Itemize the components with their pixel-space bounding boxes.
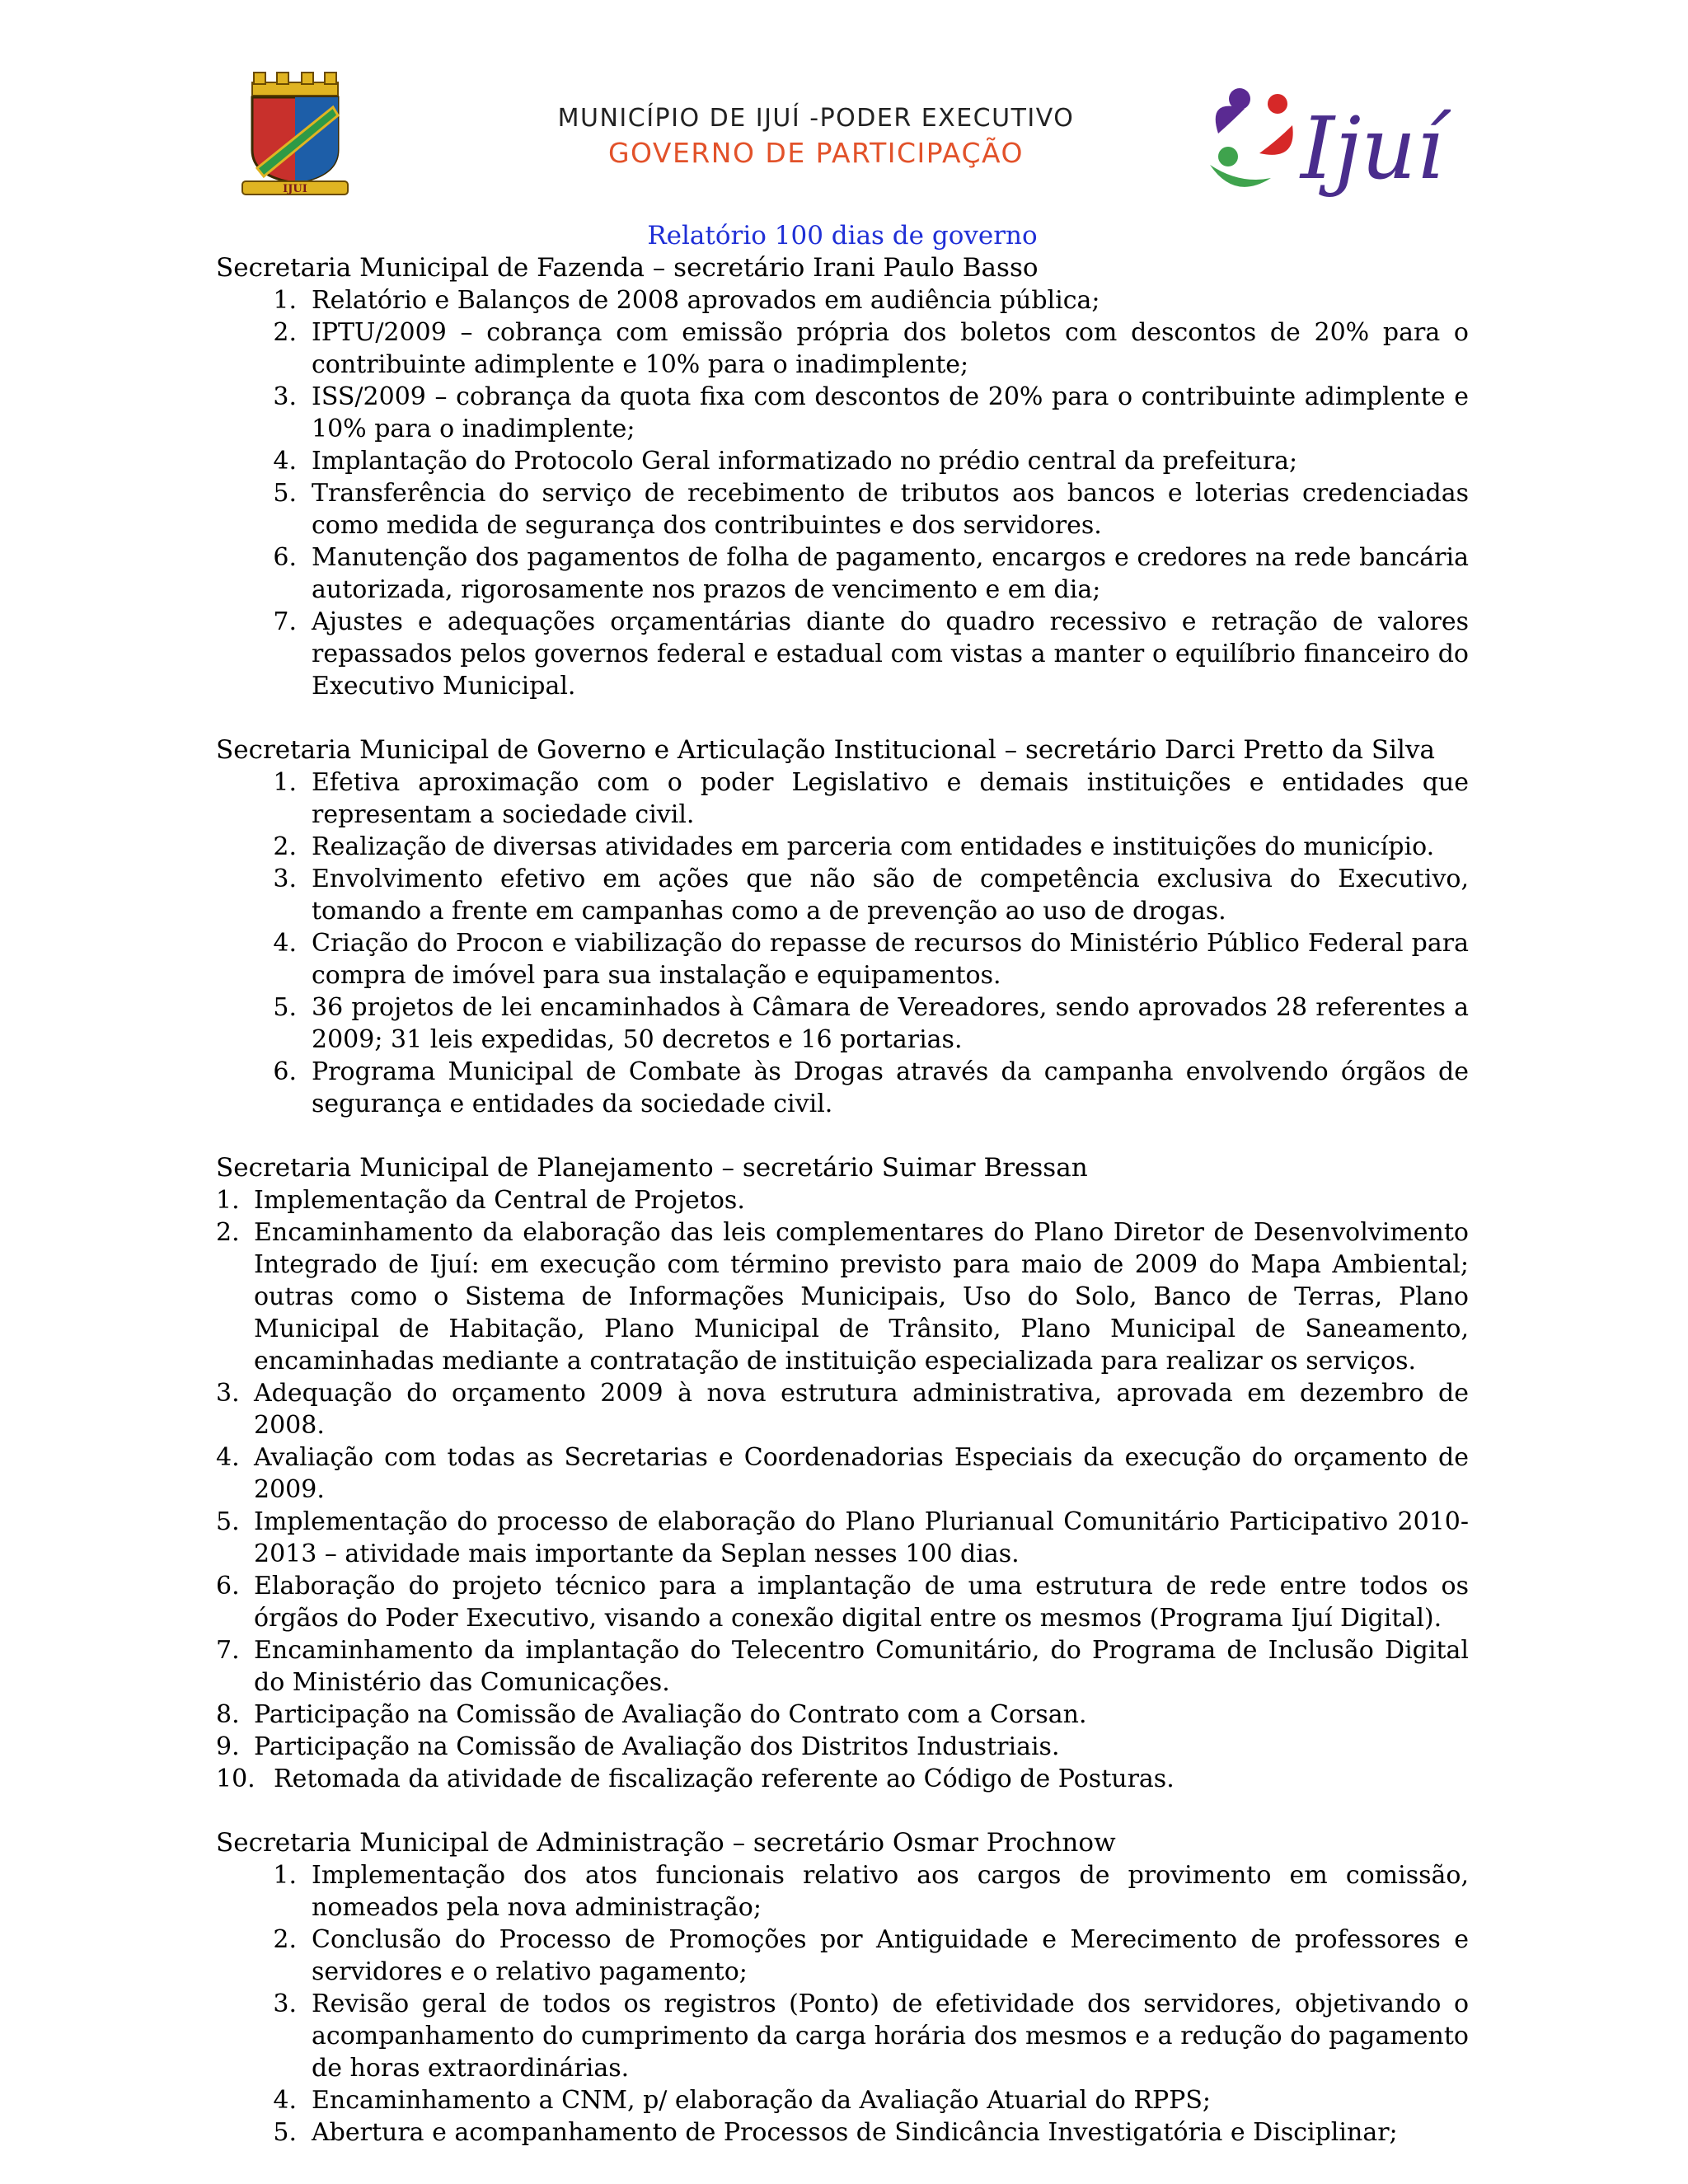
item-number: 5. [216, 1507, 240, 1536]
list-item [216, 927, 1469, 991]
item-text: Encaminhamento da elaboração das leis complementares do Plano Diretor de Desenvolvimento Integrado de Ijuí: em execução com término previsto para maio de 2009 do Mapa Ambiental; outras como o Sistema de Informações Municipais, Uso do Solo, Banco de Terras, Plano Municipal de Habitação, Plano Municipal de Trânsito, Plano Municipal de Saneamento, encaminhadas mediante a contratação de instituição especializada para realizar os serviços. [254, 1218, 1469, 1376]
section-list [216, 766, 1469, 1120]
list-item [216, 1216, 1469, 1377]
list-item [216, 1763, 1469, 1795]
item-number: 5. [273, 993, 297, 1022]
item-number: 1. [273, 1861, 297, 1890]
item-text: Revisão geral de todos os registros (Ponto) de efetividade dos servidores, objetivando o acompanhamento do cumprimento da carga horária dos mesmos e a redução do pagamento de horas extraordinárias. [312, 1990, 1469, 2083]
item-number: 5. [273, 2118, 297, 2147]
section-planejamento [216, 1152, 1469, 1795]
item-text: IPTU/2009 – cobrança com emissão própria dos boletos com descontos de 20% para o contribuinte adimplente e 10% para o inadimplente; [312, 318, 1469, 379]
item-text: Criação do Procon e viabilização do repasse de recursos do Ministério Público Federal para compra de imóvel para sua instalação e equipamentos. [312, 929, 1469, 990]
list-item [216, 863, 1469, 927]
section-list [216, 284, 1469, 702]
item-number: 6. [216, 1572, 240, 1601]
item-text: Abertura e acompanhamento de Processos de Sindicância Investigatória e Disciplinar; [312, 2118, 1398, 2147]
item-text: Encaminhamento a CNM, p/ elaboração da Avaliação Atuarial do RPPS; [312, 2086, 1211, 2115]
list-item [216, 381, 1469, 445]
item-text: Implementação do processo de elaboração do Plano Plurianual Comunitário Participativo 2010-2013 – atividade mais importante da Seplan nesses 100 dias. [254, 1507, 1469, 1568]
list-item [216, 606, 1469, 702]
item-number: 4. [216, 1443, 240, 1472]
list-item [216, 991, 1469, 1056]
item-number: 2. [216, 1218, 240, 1247]
list-item [216, 1731, 1469, 1763]
item-number: 2. [273, 318, 297, 347]
header-municipality: MUNICÍPIO DE IJUÍ -PODER EXECUTIVO [557, 104, 1075, 133]
item-text: Programa Municipal de Combate às Drogas através da campanha envolvendo órgãos de segurança e entidades da sociedade civil. [312, 1057, 1469, 1118]
item-text: Participação na Comissão de Avaliação dos Distritos Industriais. [254, 1732, 1060, 1761]
item-number: 7. [273, 607, 297, 636]
header-government: GOVERNO DE PARTICIPAÇÃO [607, 137, 1025, 169]
item-number: 1. [273, 768, 297, 797]
item-text: Realização de diversas atividades em parceria com entidades e instituições do município. [312, 832, 1435, 861]
list-item [216, 766, 1469, 831]
list-item [216, 1377, 1469, 1441]
item-number: 7. [216, 1636, 240, 1665]
crest-ribbon-text: IJUI [283, 183, 307, 195]
report-title: Relatório 100 dias de governo [647, 221, 1038, 251]
list-item [216, 1988, 1469, 2084]
list-item [216, 1570, 1469, 1634]
list-item [216, 1699, 1469, 1731]
list-item [216, 541, 1469, 606]
section-title: Secretaria Municipal de Administração – secretário Osmar Prochnow [216, 1828, 1116, 1858]
logo-people-mark [1210, 88, 1293, 187]
ijui-logo [1202, 73, 1451, 211]
item-number: 4. [273, 929, 297, 958]
item-text: Envolvimento efetivo em ações que não são de competência exclusiva do Executivo, tomando a frente em campanhas como a de prevenção ao uso de drogas. [312, 865, 1469, 926]
item-number: 3. [273, 1990, 297, 2018]
list-item [216, 1506, 1469, 1570]
item-number: 6. [273, 1057, 297, 1086]
logo-wordmark: Ijuí [1301, 98, 1444, 199]
item-number: 2. [273, 832, 297, 861]
item-number: 3. [273, 865, 297, 893]
list-item [216, 316, 1469, 381]
item-number: 5. [273, 479, 297, 508]
report-body [216, 219, 1469, 2149]
section-list [216, 1184, 1469, 1795]
item-number: 9. [216, 1732, 240, 1761]
item-number: 10. [216, 1765, 256, 1793]
item-number: 3. [216, 1379, 240, 1408]
item-text: Implantação do Protocolo Geral informatizado no prédio central da prefeitura; [312, 447, 1298, 476]
item-text: Adequação do orçamento 2009 à nova estrutura administrativa, aprovada em dezembro de 2008. [254, 1379, 1469, 1440]
list-item [216, 831, 1469, 863]
item-number: 3. [273, 382, 297, 411]
item-number: 4. [273, 447, 297, 476]
list-item [216, 477, 1469, 541]
item-text: 36 projetos de lei encaminhados à Câmara de Vereadores, sendo aprovados 28 referentes a 2009; 31 leis expedidas, 50 decretos e 16 portarias. [312, 993, 1469, 1054]
list-item [216, 1924, 1469, 1988]
item-text: Conclusão do Processo de Promoções por Antiguidade e Merecimento de professores e servidores e o relativo pagamento; [312, 1925, 1469, 1986]
item-text: Retomada da atividade de fiscalização referente ao Código de Posturas. [274, 1765, 1175, 1793]
list-item [216, 2116, 1469, 2149]
section-title: Secretaria Municipal de Fazenda – secretário Irani Paulo Basso [216, 253, 1039, 283]
crest-crown [252, 73, 338, 96]
item-text: Participação na Comissão de Avaliação do Contrato com a Corsan. [254, 1700, 1087, 1729]
item-number: 1. [216, 1186, 240, 1215]
item-text: Ajustes e adequações orçamentárias diante do quadro recessivo e retração de valores repassados pelos governos federal e estadual com vistas a manter o equilíbrio financeiro do Executivo Municipal. [312, 607, 1469, 701]
list-item [216, 1634, 1469, 1699]
list-item [216, 284, 1469, 316]
item-text: Efetiva aproximação com o poder Legislativo e demais instituições e entidades que representam a sociedade civil. [312, 768, 1469, 829]
item-number: 1. [273, 286, 297, 315]
item-number: 8. [216, 1700, 240, 1729]
section-fazenda [216, 252, 1469, 702]
list-item [216, 1441, 1469, 1506]
item-text: Avaliação com todas as Secretarias e Coordenadorias Especiais da execução do orçamento de 2009. [254, 1443, 1469, 1504]
item-text: Manutenção dos pagamentos de folha de pagamento, encargos e credores na rede bancária autorizada, rigorosamente nos prazos de vencimento e em dia; [312, 543, 1469, 604]
section-list [216, 1859, 1469, 2149]
item-text: ISS/2009 – cobrança da quota fixa com descontos de 20% para o contribuinte adimplente e 10% para o inadimplente; [312, 382, 1469, 443]
list-item [216, 1859, 1469, 1924]
item-text: Elaboração do projeto técnico para a implantação de uma estrutura de rede entre todos os órgãos do Poder Executivo, visando a conexão digital entre os mesmos (Programa Ijuí Digital). [254, 1572, 1469, 1633]
item-text: Implementação da Central de Projetos. [254, 1186, 745, 1215]
list-item [216, 445, 1469, 477]
item-number: 4. [273, 2086, 297, 2115]
item-text: Implementação dos atos funcionais relativo aos cargos de provimento em comissão, nomeados pela nova administração; [312, 1861, 1469, 1922]
list-item [216, 2084, 1469, 2116]
item-text: Transferência do serviço de recebimento de tributos aos bancos e loterias credenciadas como medida de segurança dos contribuintes e dos servidores. [312, 479, 1469, 540]
municipal-crest-emblem [241, 71, 349, 196]
item-number: 6. [273, 543, 297, 572]
item-number: 2. [273, 1925, 297, 1954]
item-text: Relatório e Balanços de 2008 aprovados em audiência pública; [312, 286, 1100, 315]
list-item [216, 1056, 1469, 1120]
letterhead [445, 104, 1187, 171]
item-text: Encaminhamento da implantação do Telecentro Comunitário, do Programa de Inclusão Digital do Ministério das Comunicações. [254, 1636, 1469, 1697]
list-item [216, 1184, 1469, 1216]
section-administracao [216, 1827, 1469, 2149]
section-title: Secretaria Municipal de Planejamento – secretário Suimar Bressan [216, 1153, 1088, 1183]
section-title: Secretaria Municipal de Governo e Articulação Institucional – secretário Darci Pretto da Silva [216, 735, 1435, 765]
section-governo [216, 734, 1469, 1120]
